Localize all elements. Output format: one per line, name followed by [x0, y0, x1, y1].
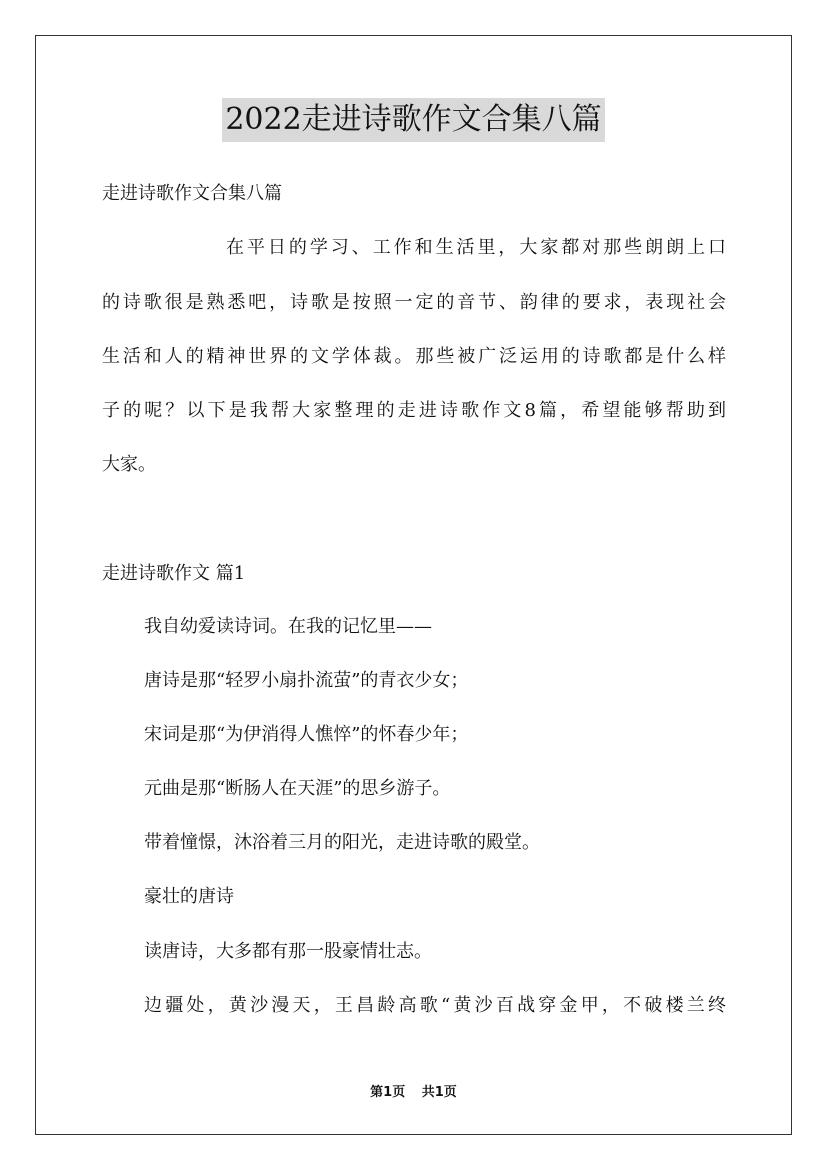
body-line-6: 豪壮的唐诗 — [144, 886, 234, 907]
intro-line-1: 在平日的学习、工作和生活里，大家都对那些朗朗上口 — [226, 237, 726, 258]
title-container — [0, 98, 827, 142]
body-line-1: 我自幼爱读诗词。在我的记忆里—— — [144, 616, 432, 637]
intro-line-2: 的诗歌很是熟悉吧，诗歌是按照一定的音节、韵律的要求，表现社会 — [102, 292, 726, 313]
intro-line-5: 大家。 — [102, 454, 156, 475]
section-heading: 走进诗歌作文 篇1 — [102, 563, 246, 584]
document-subtitle: 走进诗歌作文合集八篇 — [102, 183, 282, 204]
body-line-7: 读唐诗，大多都有那一股豪情壮志。 — [144, 941, 432, 962]
intro-line-4: 子的呢？以下是我帮大家整理的走进诗歌作文8篇，希望能够帮助到 — [102, 400, 726, 421]
body-line-3: 宋词是那“为伊消得人憔悴”的怀春少年； — [144, 724, 469, 745]
body-line-4: 元曲是那“断肠人在天涯”的思乡游子。 — [144, 778, 451, 799]
body-line-8: 边疆处，黄沙漫天，王昌龄高歌“黄沙百战穿金甲，不破楼兰终 — [144, 995, 726, 1016]
body-line-5: 带着憧憬，沐浴着三月的阳光，走进诗歌的殿堂。 — [144, 832, 540, 853]
intro-line-3: 生活和人的精神世界的文学体裁。那些被广泛运用的诗歌都是什么样 — [102, 346, 726, 367]
page-number: 第1页 — [370, 1085, 406, 1100]
document-title: 2022走进诗歌作文合集八篇 — [222, 98, 604, 142]
footer-spacer — [409, 1085, 417, 1100]
body-line-2: 唐诗是那“轻罗小扇扑流萤”的青衣少女； — [144, 670, 469, 691]
page-total: 共1页 — [421, 1085, 457, 1100]
page-footer — [0, 1084, 827, 1102]
